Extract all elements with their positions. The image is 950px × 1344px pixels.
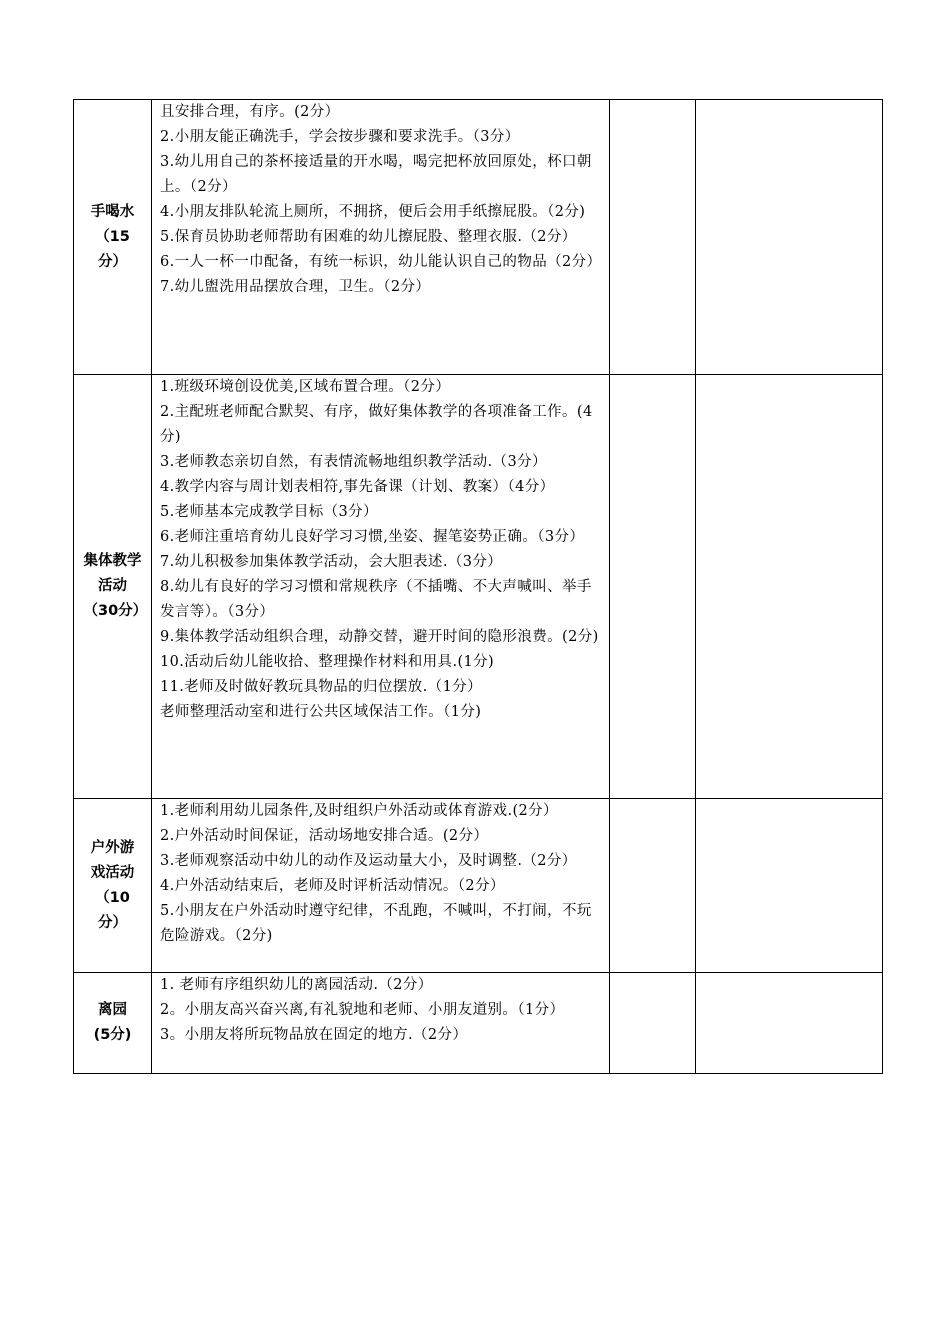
criterion-item: 2。小朋友高兴奋兴离,有礼貌地和老师、小朋友道别。（1分） [160,1002,565,1018]
table-row [74,375,883,799]
category-cell [74,973,152,1074]
criterion-item: 3.老师教态亲切自然，有表情流畅地组织教学活动.（3分） [160,454,547,470]
criteria-cell [152,799,610,973]
criterion-item: 2.户外活动时间保证，活动场地安排合适。(2分） [160,828,489,844]
category-cell [74,799,152,973]
criterion-item: 11.老师及时做好教玩具物品的归位摆放.（1分） [160,679,482,695]
criterion-item: 2.小朋友能正确洗手，学会按步骤和要求洗手。（3分） [160,129,520,145]
remarks-cell[interactable] [696,100,883,375]
evaluation-table [73,99,883,1074]
criterion-item: 7.幼儿积极参加集体教学活动，会大胆表述.（3分） [160,554,503,570]
criterion-item: 1.班级环境创设优美,区域布置合理。（2分） [160,379,451,395]
category-label: 集体教学活动（30分） [83,553,148,619]
criteria-cell [152,375,610,799]
criterion-item: 3.老师观察活动中幼儿的动作及运动量大小，及时调整.（2分） [160,853,577,869]
criterion-item: 2.主配班老师配合默契、有序，做好集体教学的各项准备工作。(4分) [160,404,593,445]
criteria-cell [152,100,610,375]
category-label: 手喝水（15分） [90,203,135,270]
criterion-item: 3.幼儿用自己的茶杯接适量的开水喝，喝完把杯放回原处，杯口朝上。（2分） [160,154,592,195]
criterion-item: 且安排合理，有序。(2分） [160,104,340,120]
criterion-item: 1.老师利用幼儿园条件,及时组织户外活动或体育游戏.(2分） [160,803,558,819]
criterion-item: 6.老师注重培育幼儿良好学习习惯,坐姿、握笔姿势正确。（3分） [160,529,585,545]
remarks-cell[interactable] [696,973,883,1074]
criterion-item: 8.幼儿有良好的学习习惯和常规秩序（不插嘴、不大声喊叫、举手发言等）。（3分） [160,579,592,620]
table-row [74,100,883,375]
criterion-item: 10.活动后幼儿能收拾、整理操作材料和用具.(1分) [160,654,495,670]
criterion-item: 5.保育员协助老师帮助有困难的幼儿擦屁股、整理衣服.（2分） [160,229,577,245]
criterion-item: 5.老师基本完成教学目标（3分） [160,504,378,520]
table-row [74,799,883,973]
criterion-item: 9.集体教学活动组织合理，动静交替，避开时间的隐形浪费。(2分) [160,629,599,645]
table-row [74,973,883,1074]
category-cell [74,375,152,799]
criterion-item: 老师整理活动室和进行公共区域保洁工作。（1分) [160,704,482,720]
category-label: 户外游戏活动（10分） [90,839,135,931]
criterion-item: 4.户外活动结束后，老师及时评析活动情况。（2分） [160,878,505,894]
category-label: 离园(5分) [93,1002,132,1043]
criterion-item: 7.幼儿盥洗用品摆放合理，卫生。（2分） [160,279,431,295]
remarks-cell[interactable] [696,375,883,799]
score-cell[interactable] [610,973,696,1074]
criterion-item: 5.小朋友在户外活动时遵守纪律，不乱跑，不喊叫，不打闹，不玩危险游戏。（2分) [160,903,592,944]
criterion-item: 4.小朋友排队轮流上厕所，不拥挤，便后会用手纸擦屁股。（2分) [160,204,586,220]
criterion-item: 4.教学内容与周计划表相符,事先备课（计划、教案）（4分） [160,479,555,495]
criterion-item: 1. 老师有序组织幼儿的离园活动.（2分） [160,977,433,993]
score-cell[interactable] [610,100,696,375]
category-cell [74,100,152,375]
remarks-cell[interactable] [696,799,883,973]
score-cell[interactable] [610,799,696,973]
criteria-cell [152,973,610,1074]
criterion-item: 6.一人一杯一巾配备，有统一标识，幼儿能认识自己的物品（2分） [160,254,602,270]
table-body [74,100,883,1074]
criterion-item: 3。小朋友将所玩物品放在固定的地方.（2分） [160,1027,468,1043]
score-cell[interactable] [610,375,696,799]
